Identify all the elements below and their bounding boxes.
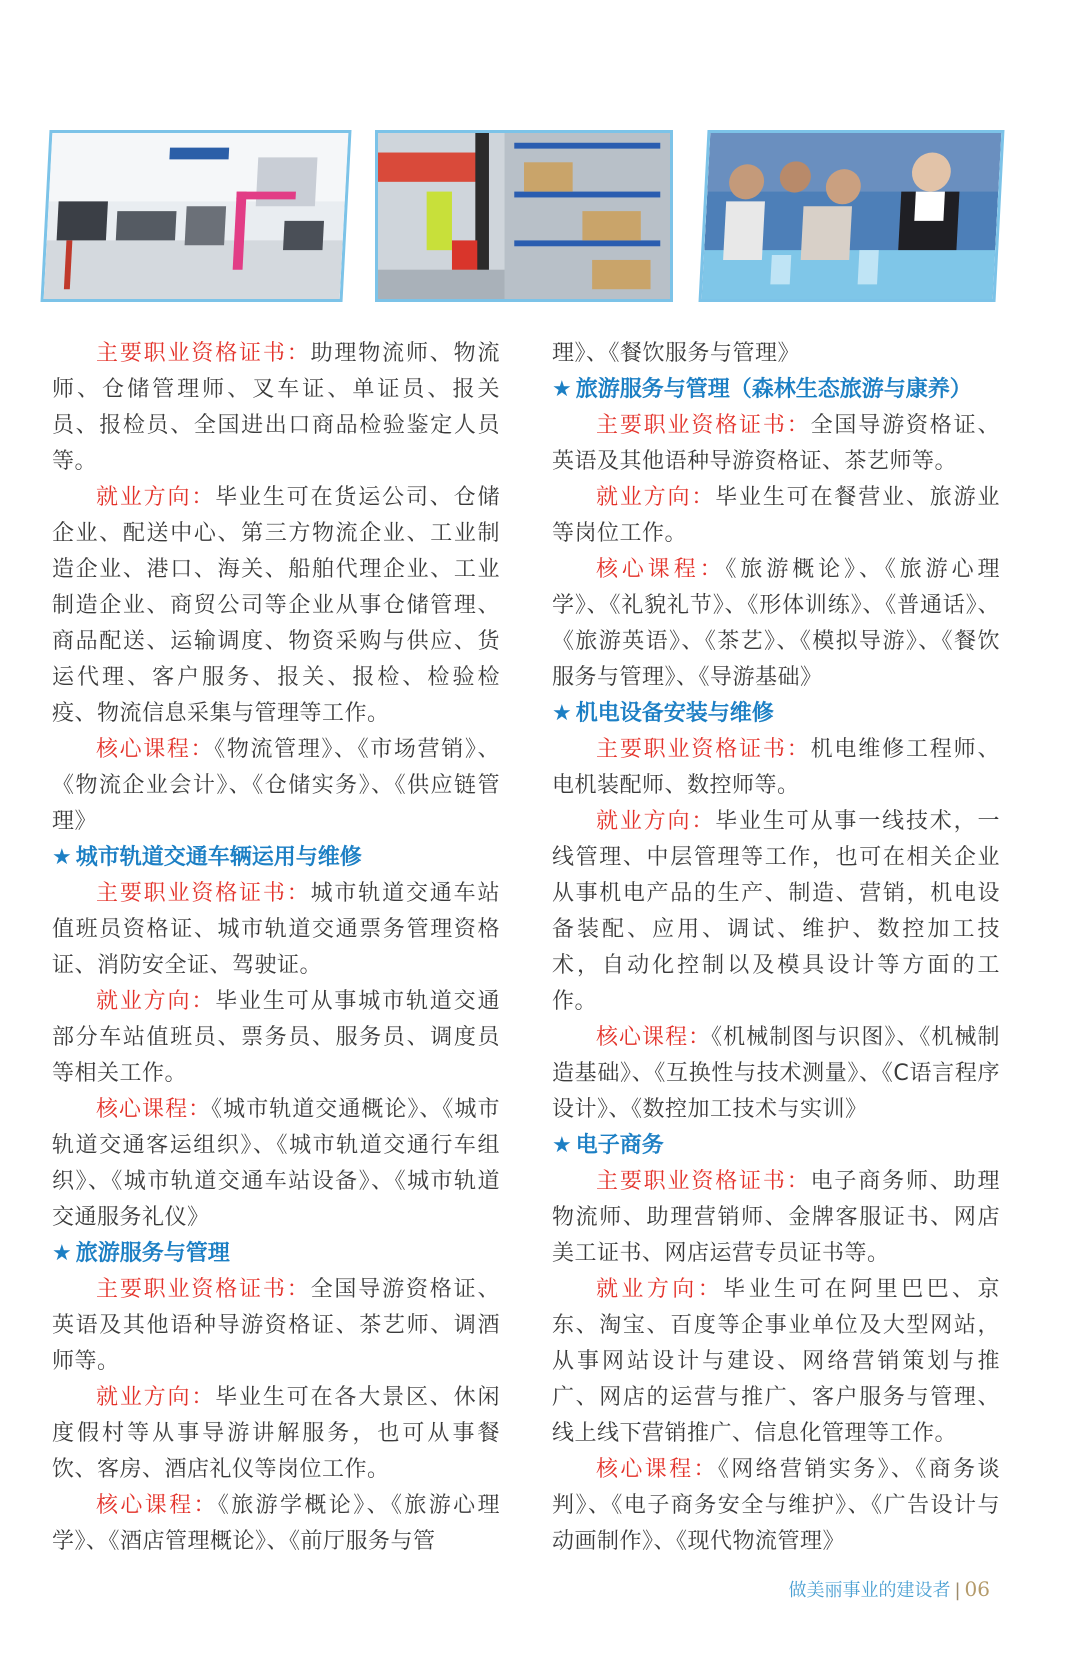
forest-certificates: 主要职业资格证书：全国导游资格证、英语及其他语种导游资格证、茶艺师等。 [552, 413, 1000, 474]
mech-employment: 就业方向：毕业生可从事一线技术，一线管理、中层管理等工作，也可在相关企业从事机电产品的生产、制造、营销，机电设备装配、应用、调试、维护、数控加工技术，自动化控制以及模具设计等方面的工作。 [552, 809, 1000, 1014]
section-heading-ecommerce: ★ 电子商务 [552, 1133, 664, 1158]
ecommerce-employment: 就业方向：毕业生可在阿里巴巴、京东、淘宝、百度等企事业单位及大型网站，从事网站设计与建设、网络营销策划与推广、网店的运营与推广、客户服务与管理、线上线下营销推广、信息化管理等工作。 [552, 1277, 1000, 1446]
forest-courses: 核心课程：《旅游概论》、《旅游心理学》、《礼貌礼节》、《形体训练》、《普通话》、《旅游英语》、《茶艺》、《模拟导游》、《餐饮服务与管理》、《导游基础》 [552, 557, 1000, 690]
star-icon: ★ [552, 377, 572, 402]
tourism-courses-continued: 理》、《餐饮服务与管理》 [552, 341, 801, 366]
rail-courses: 核心课程：《城市轨道交通概论》、《城市轨道交通客运组织》、《城市轨道交通行车组织》、《城市轨道交通车站设备》、《城市轨道交通服务礼仪》 [52, 1097, 500, 1230]
page-number: 06 [964, 1577, 990, 1601]
star-icon: ★ [52, 1241, 72, 1266]
section-heading-tourism: ★ 旅游服务与管理 [52, 1241, 230, 1266]
section-heading-rail: ★ 城市轨道交通车辆运用与维修 [52, 845, 362, 870]
mech-certificates: 主要职业资格证书：机电维修工程师、电机装配师、数控师等。 [552, 737, 1000, 798]
automotive-workshop-photo [40, 130, 351, 302]
hospitality-service-photo [698, 130, 1004, 302]
forest-employment: 就业方向：毕业生可在餐营业、旅游业等岗位工作。 [552, 485, 1000, 546]
tourism-courses: 核心课程：《旅游学概论》、《旅游心理学》、《酒店管理概论》、《前厅服务与管 [52, 1493, 500, 1554]
star-icon: ★ [552, 701, 572, 726]
ecommerce-courses: 核心课程：《网络营销实务》、《商务谈判》、《电子商务安全与维护》、《广告设计与动画制作》、《现代物流管理》 [552, 1457, 1000, 1554]
ecommerce-certificates: 主要职业资格证书：电子商务师、助理物流师、助理营销师、金牌客服证书、网店美工证书、网店运营专员证书等。 [552, 1169, 1000, 1266]
footer-divider: | [954, 1580, 961, 1601]
rail-certificates: 主要职业资格证书：城市轨道交通车站值班员资格证、城市轨道交通票务管理资格证、消防安全证、驾驶证。 [52, 881, 500, 978]
logistics-certificates: 主要职业资格证书：助理物流师、物流师、仓储管理师、叉车证、单证员、报关员、报检员、全国进出口商品检验鉴定人员等。 [52, 341, 500, 474]
logistics-employment: 就业方向：毕业生可在货运公司、仓储企业、配送中心、第三方物流企业、工业制造企业、港口、海关、船舶代理企业、工业制造企业、商贸公司等企业从事仓储管理、商品配送、运输调度、物资采购与供应、货运代理、客户服务、报关、报检、检验检疫、物流信息采集与管理等工作。 [52, 485, 500, 726]
mech-courses: 核心课程：《机械制图与识图》、《机械制造基础》、《互换性与技术测量》、《C语言程序设计》、《数控加工技术与实训》 [552, 1025, 1000, 1122]
logistics-courses: 核心课程：《物流管理》、《市场营销》、《物流企业会计》、《仓储实务》、《供应链管理》 [52, 737, 500, 834]
right-column [552, 336, 1000, 1560]
section-heading-forest-tourism: ★ 旅游服务与管理（森林生态旅游与康养） [552, 377, 972, 402]
left-column [52, 336, 500, 1560]
section-heading-mech: ★ 机电设备安装与维修 [552, 701, 774, 726]
page-footer [788, 1576, 990, 1602]
tourism-employment: 就业方向：毕业生可在各大景区、休闲度假村等从事导游讲解服务，也可从事餐饮、客房、酒店礼仪等岗位工作。 [52, 1385, 500, 1482]
star-icon: ★ [52, 845, 72, 870]
rail-employment: 就业方向：毕业生可从事城市轨道交通部分车站值班员、票务员、服务员、调度员等相关工作。 [52, 989, 500, 1086]
logistics-warehouse-photo [375, 130, 673, 302]
tourism-certificates: 主要职业资格证书：全国导游资格证、英语及其他语种导游资格证、茶艺师、调酒师等。 [52, 1277, 500, 1374]
footer-slogan: 做美丽事业的建设者 [788, 1580, 951, 1601]
star-icon: ★ [552, 1133, 572, 1158]
